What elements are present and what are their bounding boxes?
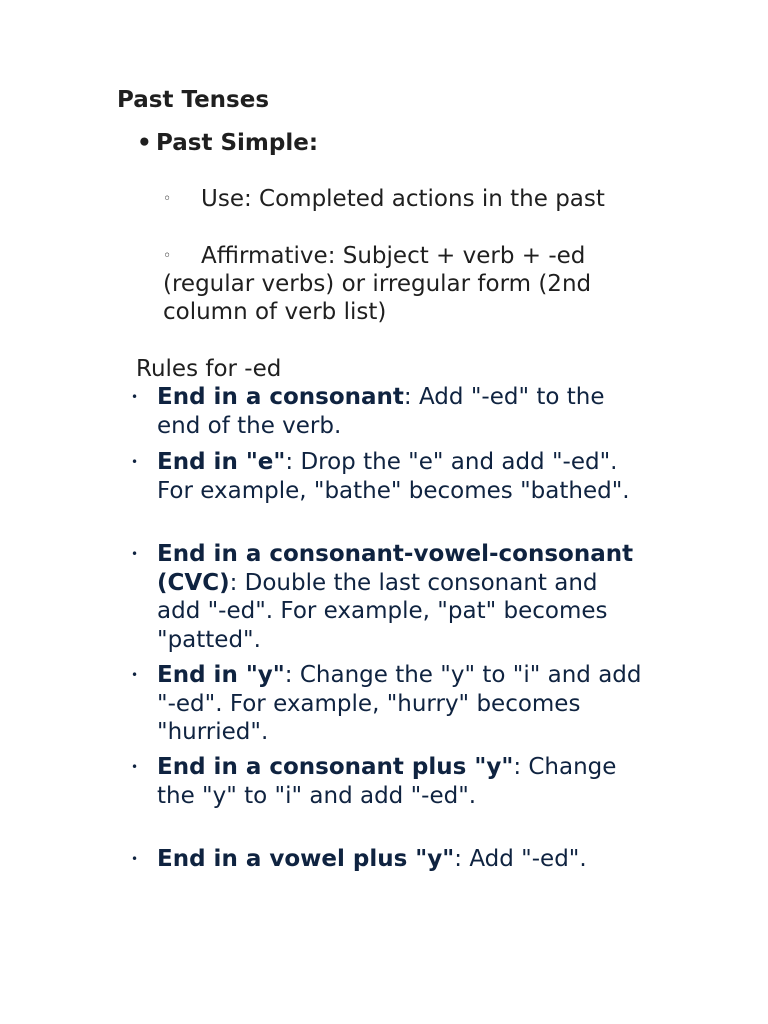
list-item-text: Affirmative: Subject + verb + -ed (regular verbs) or irregular form (2nd column of verb list) xyxy=(163,243,592,325)
bullet-icon: • xyxy=(131,547,139,561)
rule-text: : Double the last consonant and add "-ed". For example, "pat" becomes "patted". xyxy=(157,569,608,653)
bullet-icon: • xyxy=(131,390,139,404)
list-item-affirmative xyxy=(163,242,663,326)
circle-bullet-icon: ◦ xyxy=(163,248,172,264)
section-heading xyxy=(137,128,318,158)
rule-bold: End in "y" xyxy=(157,662,285,688)
page-title: Past Tenses xyxy=(117,87,270,113)
rule-bold: End in "e" xyxy=(157,449,286,475)
rule-bold: End in a consonant-vowel-consonant (CVC) xyxy=(157,541,634,596)
section-heading-label: Past Simple: xyxy=(156,130,319,156)
list-item-text: Use: Completed actions in the past xyxy=(201,186,605,212)
rule-text: : Change the "y" to "i" and add "-ed". For example, "hurry" becomes "hurried". xyxy=(157,662,642,745)
rule-item xyxy=(131,753,647,810)
rule-text: : Add "-ed" to the end of the verb. xyxy=(157,384,605,439)
rule-item xyxy=(131,661,647,747)
rule-bold: End in a vowel plus "y" xyxy=(157,846,455,872)
rule-bold: End in a consonant xyxy=(157,384,404,410)
rule-text: : Add "-ed". xyxy=(454,846,587,872)
circle-bullet-icon: ◦ xyxy=(163,191,172,207)
rule-item xyxy=(131,540,647,654)
rule-text: : Change the "y" to "i" and add "-ed". xyxy=(157,754,617,809)
bullet-icon: • xyxy=(131,668,139,682)
rule-item xyxy=(131,845,647,874)
list-item-use xyxy=(163,185,663,213)
rules-heading: Rules for -ed xyxy=(136,356,282,382)
rule-item xyxy=(131,383,647,440)
bullet-icon: • xyxy=(137,130,152,156)
bullet-icon: • xyxy=(131,852,139,866)
bullet-icon: • xyxy=(131,760,139,774)
bullet-icon: • xyxy=(131,455,139,469)
rule-item xyxy=(131,448,647,505)
rule-bold: End in a consonant plus "y" xyxy=(157,754,514,780)
rule-text: : Drop the "e" and add "-ed". For example, "bathe" becomes "bathed". xyxy=(157,449,630,504)
